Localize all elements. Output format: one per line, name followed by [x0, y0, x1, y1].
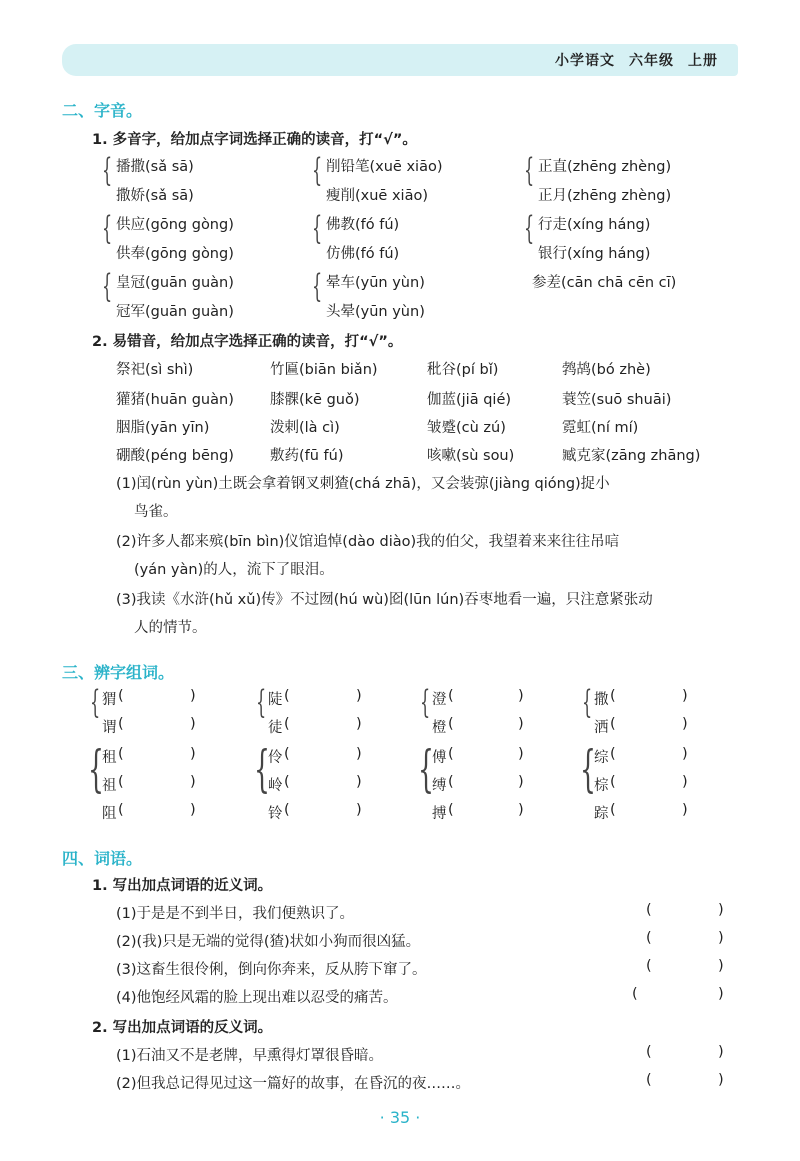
- blank-close: ): [682, 688, 688, 704]
- blank-close: ): [718, 930, 724, 946]
- blank-close: ): [518, 688, 524, 704]
- blank-open: (: [448, 774, 454, 790]
- polyphone-item: 银行(xíng háng): [538, 246, 651, 262]
- brace-icon: {: [256, 683, 267, 721]
- blank-close: ): [356, 746, 362, 762]
- brace-icon: {: [420, 683, 431, 721]
- misread-item: 秕谷(pí bǐ): [427, 362, 499, 378]
- blank-open: (: [448, 802, 454, 818]
- char-label: 祖: [102, 778, 117, 794]
- misread-item: 臧克家(zāng zhāng): [562, 448, 701, 464]
- antonym-item: (1)石油又不是老牌，早熏得灯罩很昏暗。: [116, 1048, 384, 1064]
- misread-item: 皱蹙(cù zú): [427, 420, 506, 436]
- misread-item: 胭脂(yān yīn): [116, 420, 210, 436]
- char-label: 谓: [102, 720, 117, 736]
- brace-icon: {: [582, 683, 593, 721]
- antonym-item: (2)但我总记得见过这一篇好的故事，在昏沉的夜……。: [116, 1076, 471, 1092]
- blank-open: (: [118, 774, 124, 790]
- char-label: 傅: [432, 750, 447, 766]
- blank-open: (: [610, 716, 616, 732]
- brace-icon: {: [102, 209, 113, 247]
- header-subject: 小学语文: [555, 53, 615, 69]
- brace-icon: {: [580, 740, 596, 798]
- polyphone-item: 撒娇(sǎ sā): [116, 188, 194, 204]
- misread-item: 泼剌(là cì): [270, 420, 340, 436]
- misread-item: 蓑笠(suō shuāi): [562, 392, 672, 408]
- section-2-title: 二、字音。: [62, 101, 143, 120]
- blank-close: ): [682, 746, 688, 762]
- brace-icon: {: [312, 151, 323, 189]
- section-4-title: 四、词语。: [62, 849, 143, 868]
- char-label: 澄: [432, 692, 447, 708]
- blank-close: ): [718, 958, 724, 974]
- blank-open: (: [284, 774, 290, 790]
- blank-close: ): [190, 716, 196, 732]
- blank-open: (: [284, 716, 290, 732]
- char-label: 陡: [268, 692, 283, 708]
- sentence-line: (3)我读《水浒(hǔ xǔ)传》不过囫(hú wù)囵(lūn lún)吞枣地看一遍，只注意紧张动: [116, 592, 653, 608]
- blank-open: (: [610, 688, 616, 704]
- blank-open: (: [646, 902, 652, 918]
- sentence-line: (1)闰(rùn yùn)土既会拿着钢叉刺猹(chá zhā)，又会装弶(jiàng qióng)捉小: [116, 476, 610, 492]
- section-3-title: 三、辨字组词。: [62, 663, 175, 682]
- polyphone-item: 仿佛(fó fú): [326, 246, 400, 262]
- polyphone-item: 参差(cān chā cēn cī): [532, 275, 677, 291]
- page-number: · 35 ·: [379, 1108, 421, 1127]
- blank-close: ): [718, 1072, 724, 1088]
- blank-open: (: [118, 716, 124, 732]
- blank-close: ): [356, 688, 362, 704]
- blank-close: ): [190, 774, 196, 790]
- blank-open: (: [646, 930, 652, 946]
- polyphone-item: 正直(zhēng zhèng): [538, 159, 672, 175]
- blank-close: ): [682, 802, 688, 818]
- polyphone-item: 播撒(sǎ sā): [116, 159, 194, 175]
- sentence-line: 鸟雀。: [134, 504, 178, 520]
- blank-open: (: [284, 746, 290, 762]
- blank-close: ): [682, 774, 688, 790]
- char-label: 搏: [432, 806, 447, 822]
- char-label: 租: [102, 750, 117, 766]
- synonym-item: (1)于是是不到半日，我们便熟识了。: [116, 906, 355, 922]
- char-label: 棕: [594, 778, 609, 794]
- header-title: [541, 50, 718, 70]
- brace-icon: {: [88, 740, 104, 798]
- misread-item: 祭祀(sì shì): [116, 362, 194, 378]
- sentence-line: (2)许多人都来殡(bīn bìn)仪馆追悼(dào diào)我的伯父，我望着来来往往吊唁: [116, 534, 620, 550]
- char-label: 伶: [268, 750, 283, 766]
- synonym-item: (4)他饱经风霜的脸上现出难以忍受的痛苦。: [116, 990, 398, 1006]
- polyphone-item: 冠军(guān guàn): [116, 304, 234, 320]
- polyphone-item: 供奉(gōng gòng): [116, 246, 234, 262]
- blank-open: (: [646, 958, 652, 974]
- misread-item: 硼酸(péng bēng): [116, 448, 234, 464]
- misread-item: 竹匾(biān biǎn): [270, 362, 378, 378]
- blank-open: (: [118, 802, 124, 818]
- polyphone-item: 皇冠(guān guàn): [116, 275, 234, 291]
- char-label: 岭: [268, 778, 283, 794]
- misread-item: 膝髁(kē guǒ): [270, 392, 360, 408]
- antonym-prompt: 2. 写出加点词语的反义词。: [92, 1020, 273, 1036]
- brace-icon: {: [254, 740, 270, 798]
- header-term: 上册: [688, 53, 718, 69]
- misread-item: 咳嗽(sù sou): [427, 448, 515, 464]
- brace-icon: {: [524, 209, 535, 247]
- blank-open: (: [448, 688, 454, 704]
- misread-item: 敷药(fū fú): [270, 448, 344, 464]
- brace-icon: {: [524, 151, 535, 189]
- blank-open: (: [646, 1044, 652, 1060]
- blank-close: ): [518, 802, 524, 818]
- blank-open: (: [448, 746, 454, 762]
- polyphone-item: 头晕(yūn yùn): [326, 304, 425, 320]
- char-label: 踪: [594, 806, 609, 822]
- q1-prompt: 1. 多音字，给加点字词选择正确的读音，打“√”。: [92, 132, 417, 148]
- polyphone-item: 晕车(yūn yùn): [326, 275, 425, 291]
- blank-close: ): [718, 1044, 724, 1060]
- synonym-item: (2)(我)只是无端的觉得(猹)状如小狗而很凶猛。: [116, 934, 421, 950]
- synonym-item: (3)这畜生很伶俐，倒向你奔来，反从胯下窜了。: [116, 962, 427, 978]
- char-label: 橙: [432, 720, 447, 736]
- blank-open: (: [646, 1072, 652, 1088]
- polyphone-item: 削铅笔(xuē xiāo): [326, 159, 443, 175]
- char-label: 阻: [102, 806, 117, 822]
- misread-item: 鹁鸪(bó zhè): [562, 362, 651, 378]
- char-label: 猬: [102, 692, 117, 708]
- blank-open: (: [632, 986, 638, 1002]
- blank-close: ): [356, 802, 362, 818]
- blank-close: ): [518, 716, 524, 732]
- char-label: 徒: [268, 720, 283, 736]
- polyphone-item: 供应(gōng gòng): [116, 217, 234, 233]
- brace-icon: {: [312, 267, 323, 305]
- char-label: 铃: [268, 806, 283, 822]
- blank-open: (: [284, 802, 290, 818]
- blank-close: ): [190, 688, 196, 704]
- blank-open: (: [448, 716, 454, 732]
- blank-open: (: [610, 802, 616, 818]
- header-grade: 六年级: [629, 53, 674, 69]
- misread-item: 伽蓝(jiā qié): [427, 392, 512, 408]
- blank-close: ): [190, 746, 196, 762]
- brace-icon: {: [90, 683, 101, 721]
- brace-icon: {: [102, 267, 113, 305]
- blank-close: ): [518, 774, 524, 790]
- synonym-prompt: 1. 写出加点词语的近义词。: [92, 878, 273, 894]
- char-label: 洒: [594, 720, 609, 736]
- q2-prompt: 2. 易错音，给加点字选择正确的读音，打“√”。: [92, 334, 403, 350]
- blank-open: (: [118, 688, 124, 704]
- blank-close: ): [518, 746, 524, 762]
- misread-item: 霓虹(ní mí): [562, 420, 639, 436]
- polyphone-item: 佛教(fó fú): [326, 217, 400, 233]
- blank-open: (: [610, 746, 616, 762]
- char-label: 综: [594, 750, 609, 766]
- sentence-line: 人的情节。: [134, 620, 207, 636]
- blank-close: ): [356, 716, 362, 732]
- misread-item: 獾猪(huān guàn): [116, 392, 234, 408]
- blank-close: ): [356, 774, 362, 790]
- sentence-line: (yán yàn)的人，流下了眼泪。: [134, 562, 334, 578]
- blank-open: (: [610, 774, 616, 790]
- polyphone-item: 行走(xíng háng): [538, 217, 651, 233]
- blank-close: ): [718, 902, 724, 918]
- blank-close: ): [682, 716, 688, 732]
- polyphone-item: 正月(zhēng zhèng): [538, 188, 672, 204]
- blank-close: ): [718, 986, 724, 1002]
- char-label: 缚: [432, 778, 447, 794]
- char-label: 撒: [594, 692, 609, 708]
- blank-close: ): [190, 802, 196, 818]
- brace-icon: {: [312, 209, 323, 247]
- blank-open: (: [118, 746, 124, 762]
- brace-icon: {: [102, 151, 113, 189]
- brace-icon: {: [418, 740, 434, 798]
- blank-open: (: [284, 688, 290, 704]
- polyphone-item: 瘦削(xuē xiāo): [326, 188, 428, 204]
